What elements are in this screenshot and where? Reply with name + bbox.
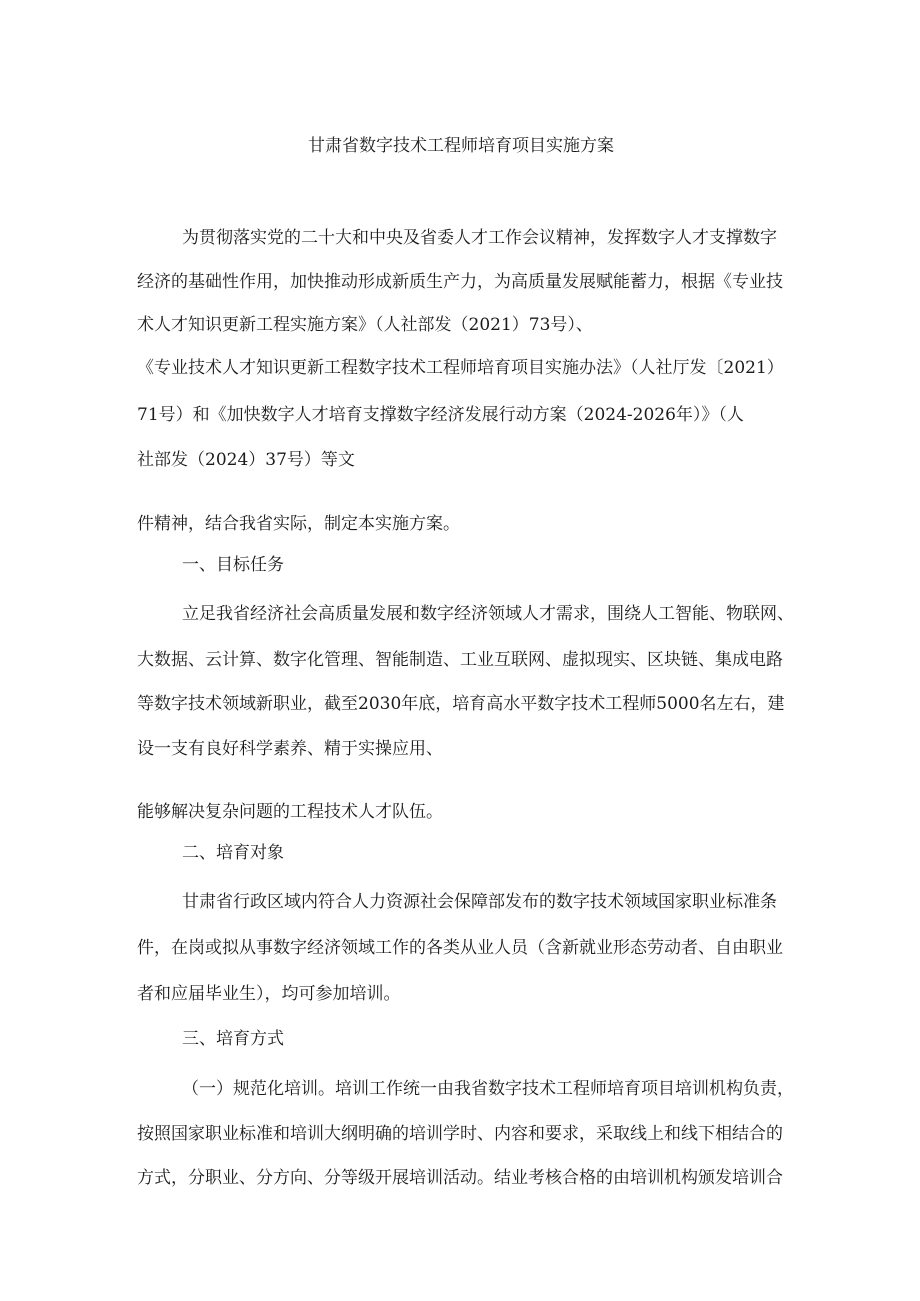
intro-line: 经济的基础性作用，加快推动形成新质生产力，为高质量发展赋能蓄力，根据《专业技: [137, 272, 783, 292]
section-heading: 一、目标任务: [182, 555, 284, 575]
paragraph-line: 立足我省经济社会高质量发展和数字经济领域人才需求，围绕人工智能、物联网、: [182, 604, 794, 624]
intro-line: 为贯彻落实党的二十大和中央及省委人才工作会议精神，发挥数字人才支撑数字: [182, 228, 777, 248]
paragraph-line: 者和应届毕业生），均可参加培训。: [137, 984, 401, 1004]
document-title: 甘肃省数字技术工程师培育项目实施方案: [308, 136, 614, 156]
paragraph-line: 按照国家职业标准和培训大纲明确的培训学时、内容和要求，采取线上和线下相结合的: [137, 1124, 783, 1144]
paragraph-line: 大数据、云计算、数字化管理、智能制造、工业互联网、虚拟现实、区块链、集成电路: [137, 650, 783, 670]
section-heading: 三、培育方式: [182, 1029, 284, 1049]
section-heading: 二、培育对象: [182, 843, 284, 863]
paragraph-line: 能够解决复杂问题的工程技术人才队伍。: [137, 802, 443, 822]
intro-line: 社部发（2024）37号）等文: [137, 450, 355, 470]
paragraph-line: 方式，分职业、分方向、分等级开展培训活动。结业考核合格的由培训机构颁发培训合: [137, 1168, 783, 1188]
intro-line: 术人才知识更新工程实施方案》（人社部发（2021）73号）、: [137, 315, 593, 335]
intro-line: 件精神，结合我省实际，制定本实施方案。: [137, 514, 460, 534]
paragraph-line: （一）规范化培训。培训工作统一由我省数字技术工程师培育项目培训机构负责，: [182, 1079, 794, 1099]
intro-line: 《专业技术人才知识更新工程数字技术工程师培育项目实施办法》（人社厅发〔2021）: [137, 358, 784, 378]
intro-line: 71号）和《加快数字人才培育支撑数字经济发展行动方案（2024-2026年）》（人: [137, 405, 744, 425]
paragraph-line: 等数字技术领域新职业，截至2030年底，培育高水平数字技术工程师5000名左右，建: [137, 694, 785, 714]
paragraph-line: 设一支有良好科学素养、精于实操应用、: [137, 739, 443, 759]
paragraph-line: 件，在岗或拟从事数字经济领域工作的各类从业人员（含新就业形态劳动者、自由职业: [137, 938, 783, 958]
paragraph-line: 甘肃省行政区域内符合人力资源社会保障部发布的数字技术领域国家职业标准条: [182, 892, 777, 912]
